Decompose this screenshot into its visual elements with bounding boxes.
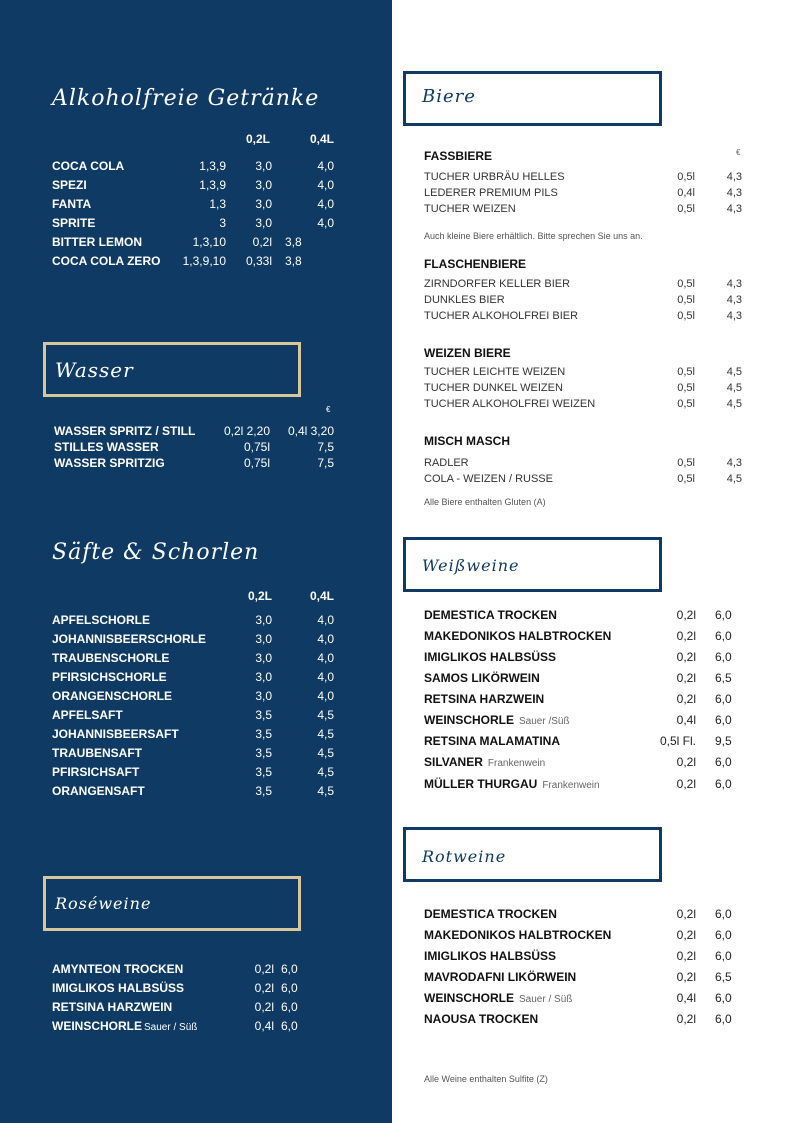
price: 6,0 <box>715 650 732 664</box>
wine-name <box>52 1000 172 1014</box>
price-02: 3,0 <box>255 197 272 211</box>
volume: 0,2l <box>676 907 696 921</box>
group-heading: WEIZEN BIERE <box>424 346 511 360</box>
drink-name: TRAUBENSCHORLE <box>52 651 170 665</box>
drink-name: FANTA <box>52 197 92 211</box>
additive-codes: 1,3,10 <box>192 235 226 249</box>
price-02: 3,5 <box>255 746 272 760</box>
wine-name <box>424 928 611 942</box>
left-panel <box>0 0 392 1123</box>
drink-name: STILLES WASSER <box>54 440 159 454</box>
wasser-title-box <box>43 342 301 397</box>
section-title-alkoholfrei: Alkoholfreie Getränke <box>52 86 320 111</box>
wine-name <box>424 907 557 921</box>
wine-name <box>424 755 545 769</box>
wine-label: AMYNTEON TROCKEN <box>52 962 184 976</box>
beer-name: TUCHER ALKOHOLFREI BIER <box>424 310 579 322</box>
price-04: 4,0 <box>317 632 334 646</box>
price: 4,3 <box>726 278 742 290</box>
drink-name: BITTER LEMON <box>52 235 142 249</box>
wine-label: WEINSCHORLE <box>424 991 514 1005</box>
wine-note: Sauer / Süß <box>144 1022 198 1033</box>
beer-name: LEDERER PREMIUM PILS <box>424 187 558 199</box>
price: 6,0 <box>715 608 732 622</box>
volume: 0,2l <box>676 608 696 622</box>
volume: 0,75l <box>243 456 270 470</box>
price: 4,3 <box>726 187 742 199</box>
volume: 0,2l <box>676 928 696 942</box>
volume: 0,2l <box>676 1012 696 1026</box>
volume: 0,2l <box>676 692 696 706</box>
price: 6,0 <box>715 629 732 643</box>
wine-name <box>424 734 560 748</box>
price: 3,8 <box>285 254 302 268</box>
wine-name <box>424 991 572 1005</box>
price-02: 3,0 <box>255 159 272 173</box>
wine-note: Sauer /Süß <box>519 716 570 727</box>
drink-name: JOHANNISBEERSAFT <box>52 727 179 741</box>
price: 4,3 <box>726 457 742 469</box>
volume: 0,2l 2,20 <box>223 424 270 438</box>
price: 6,5 <box>715 970 732 984</box>
price: 6,0 <box>715 949 732 963</box>
volume: 0,5l <box>677 457 695 469</box>
wine-label: IMIGLIKOS HALBSÜSS <box>424 650 557 664</box>
volume: 0,2l <box>676 650 696 664</box>
price: 7,5 <box>317 456 334 470</box>
drink-name: JOHANNISBEERSCHORLE <box>52 632 207 646</box>
wine-label: MAKEDONIKOS HALBTROCKEN <box>424 928 612 942</box>
volume: 0,2l <box>676 970 696 984</box>
volume: 0,5l <box>677 278 695 290</box>
wine-name <box>424 713 570 727</box>
additive-codes: 1,3 <box>209 197 226 211</box>
volume: 0,2l <box>676 755 696 769</box>
drink-name: COCA COLA ZERO <box>52 254 161 268</box>
volume: 0,5l <box>677 382 695 394</box>
drink-name: WASSER SPRITZ / STILL <box>54 424 196 438</box>
price-04: 4,0 <box>317 197 334 211</box>
volume: 0,5l <box>677 310 695 322</box>
price-04: 4,5 <box>317 765 334 779</box>
beer-name: TUCHER WEIZEN <box>424 203 516 215</box>
price-02: 3,5 <box>255 765 272 779</box>
volume: 0,2l <box>676 671 696 685</box>
volume: 0,2l <box>676 949 696 963</box>
wine-label: MAVRODAFNI LIKÖRWEIN <box>424 970 577 984</box>
price-02: 3,5 <box>255 708 272 722</box>
drink-name: TRAUBENSAFT <box>52 746 142 760</box>
wine-label: MÜLLER THURGAU <box>424 777 538 791</box>
wine-label: DEMESTICA TROCKEN <box>424 907 557 921</box>
price: 6,0 <box>715 1012 732 1026</box>
section-title-biere: Biere <box>422 86 476 107</box>
wine-name <box>424 629 611 643</box>
rose-title-box <box>43 876 301 931</box>
drink-name: ORANGENSCHORLE <box>52 689 173 703</box>
column-header-0-4l: 0,4L <box>309 589 334 603</box>
price: 6,0 <box>715 713 732 727</box>
drink-name: PFIRSICHSAFT <box>52 765 140 779</box>
price-02: 3,0 <box>255 216 272 230</box>
section-title-rose: Roséweine <box>55 894 152 913</box>
price: 6,0 <box>281 1019 298 1033</box>
price: 6,0 <box>715 907 732 921</box>
volume: 0,4l <box>677 187 695 199</box>
wine-label: SILVANER <box>424 755 483 769</box>
price: 6,0 <box>715 692 732 706</box>
volume: 0,4l <box>676 713 696 727</box>
volume: 0,5l <box>677 294 695 306</box>
volume: 0,2l <box>254 981 274 995</box>
wine-label: RETSINA HARZWEIN <box>424 692 545 706</box>
beer-name: TUCHER DUNKEL WEIZEN <box>424 382 563 394</box>
price: 3,8 <box>285 235 302 249</box>
wine-note: Sauer / Süß <box>519 994 573 1005</box>
price: 7,5 <box>317 440 334 454</box>
drink-name: SPRITE <box>52 216 96 230</box>
price: 6,0 <box>715 755 732 769</box>
volume: 0,2l <box>676 777 696 791</box>
price-02: 3,5 <box>255 784 272 798</box>
additive-codes: 1,3,9,10 <box>182 254 226 268</box>
column-header-0-2l: 0,2L <box>247 589 272 603</box>
drink-name: APFELSCHORLE <box>52 613 151 627</box>
volume: 0,33l <box>245 254 272 268</box>
volume: 0,5l Fl. <box>659 734 696 748</box>
price: 6,0 <box>715 991 732 1005</box>
beer-name: TUCHER ALKOHOLFREI WEIZEN <box>424 398 596 410</box>
weiss-title-box <box>403 537 662 592</box>
wine-name <box>424 692 544 706</box>
price-04: 4,0 <box>317 670 334 684</box>
wine-name <box>424 777 600 791</box>
volume: 0,2l <box>676 629 696 643</box>
price-02: 3,5 <box>255 727 272 741</box>
wine-name <box>52 962 183 976</box>
wine-name <box>424 608 557 622</box>
beer-name: ZIRNDORFER KELLER BIER <box>424 278 571 290</box>
volume: 0,2l <box>254 1000 274 1014</box>
price-02: 3,0 <box>255 632 272 646</box>
wine-label: DEMESTICA TROCKEN <box>424 608 557 622</box>
wine-name <box>424 650 556 664</box>
price-02: 3,0 <box>255 689 272 703</box>
column-header-0-4l: 0,4L <box>309 132 334 146</box>
price-04: 4,5 <box>317 784 334 798</box>
wine-name <box>424 671 540 685</box>
drink-name: WASSER SPRITZIG <box>54 456 165 470</box>
drink-name: APFELSAFT <box>52 708 123 722</box>
wine-label: MAKEDONIKOS HALBTROCKEN <box>424 629 612 643</box>
beer-name: RADLER <box>424 457 469 469</box>
wine-label: RETSINA HARZWEIN <box>52 1000 173 1014</box>
volume: 0,5l <box>677 366 695 378</box>
section-title-wasser: Wasser <box>55 358 134 382</box>
price-04: 4,5 <box>317 708 334 722</box>
group-heading: FLASCHENBIERE <box>424 257 527 271</box>
currency-symbol: € <box>326 405 331 414</box>
price-04: 4,0 <box>317 651 334 665</box>
price-04: 4,0 <box>317 216 334 230</box>
column-header-0-2l: 0,2L <box>245 132 270 146</box>
wine-label: WEINSCHORLE <box>52 1019 142 1033</box>
price: 4,5 <box>726 366 742 378</box>
price: 6,0 <box>281 981 298 995</box>
price: 4,5 <box>726 382 742 394</box>
beer-name: TUCHER LEICHTE WEIZEN <box>424 366 566 378</box>
group-heading: FASSBIERE <box>424 149 493 163</box>
wine-note: Frankenwein <box>487 758 546 769</box>
price: 6,0 <box>281 962 298 976</box>
volume: 0,5l <box>677 473 695 485</box>
price-02: 3,0 <box>255 613 272 627</box>
price-04: 4,0 <box>317 159 334 173</box>
sulfite-note: Alle Weine enthalten Sulfite (Z) <box>424 1074 548 1084</box>
additive-codes: 1,3,9 <box>199 159 226 173</box>
wine-label: SAMOS LIKÖRWEIN <box>424 671 540 685</box>
volume: 0,75l <box>243 440 270 454</box>
price: 6,0 <box>715 928 732 942</box>
wine-note: Frankenwein <box>542 780 600 791</box>
biere-title-box <box>403 71 662 126</box>
price: 4,3 <box>726 294 742 306</box>
wine-label: RETSINA MALAMATINA <box>424 734 560 748</box>
wine-label: IMIGLIKOS HALBSÜSS <box>52 981 185 995</box>
price-04: 4,0 <box>317 613 334 627</box>
price-04: 4,5 <box>317 746 334 760</box>
volume: 0,2l <box>254 962 274 976</box>
price: 4,3 <box>726 203 742 215</box>
wine-label: NAOUSA TROCKEN <box>424 1012 539 1026</box>
wine-name <box>52 1019 197 1033</box>
price: 9,5 <box>715 734 732 748</box>
wine-name <box>424 1012 538 1026</box>
wine-name <box>424 970 576 984</box>
price: 6,0 <box>281 1000 298 1014</box>
drink-name: COCA COLA <box>52 159 125 173</box>
drink-name: PFIRSICHSCHORLE <box>52 670 167 684</box>
additive-codes: 1,3,9 <box>199 178 226 192</box>
price: 4,3 <box>726 310 742 322</box>
section-title-saefte: Säfte & Schorlen <box>52 540 260 565</box>
beer-name: TUCHER URBRÄU HELLES <box>424 171 565 183</box>
price: 0,4l 3,20 <box>287 424 334 438</box>
beer-name: DUNKLES BIER <box>424 294 505 306</box>
price: 6,0 <box>715 777 732 791</box>
price-02: 3,0 <box>255 651 272 665</box>
volume: 0,5l <box>677 398 695 410</box>
group-heading: MISCH MASCH <box>424 434 510 448</box>
volume: 0,4l <box>254 1019 274 1033</box>
section-title-weiss: Weißweine <box>422 556 520 575</box>
price-02: 3,0 <box>255 670 272 684</box>
currency-symbol: € <box>736 148 741 157</box>
section-title-rot: Rotweine <box>422 847 507 866</box>
beer-name: COLA - WEIZEN / RUSSE <box>424 473 553 485</box>
wine-name <box>424 949 556 963</box>
gluten-note: Alle Biere enthalten Gluten (A) <box>424 497 546 507</box>
price-04: 4,0 <box>317 689 334 703</box>
price-02: 3,0 <box>255 178 272 192</box>
price: 6,5 <box>715 671 732 685</box>
additive-codes: 3 <box>219 216 226 230</box>
wine-label: WEINSCHORLE <box>424 713 514 727</box>
wine-label: IMIGLIKOS HALBSÜSS <box>424 949 557 963</box>
price-04: 4,5 <box>317 727 334 741</box>
drink-name: SPEZI <box>52 178 87 192</box>
price: 4,3 <box>726 171 742 183</box>
small-beer-note: Auch kleine Biere erhältlich. Bitte sprechen Sie uns an. <box>424 231 643 241</box>
price: 4,5 <box>726 398 742 410</box>
volume: 0,4l <box>676 991 696 1005</box>
price-04: 4,0 <box>317 178 334 192</box>
volume: 0,5l <box>677 203 695 215</box>
drink-name: ORANGENSAFT <box>52 784 145 798</box>
price: 4,5 <box>726 473 742 485</box>
volume: 0,5l <box>677 171 695 183</box>
wine-name <box>52 981 184 995</box>
volume: 0,2l <box>252 235 272 249</box>
rot-title-box <box>403 827 662 882</box>
